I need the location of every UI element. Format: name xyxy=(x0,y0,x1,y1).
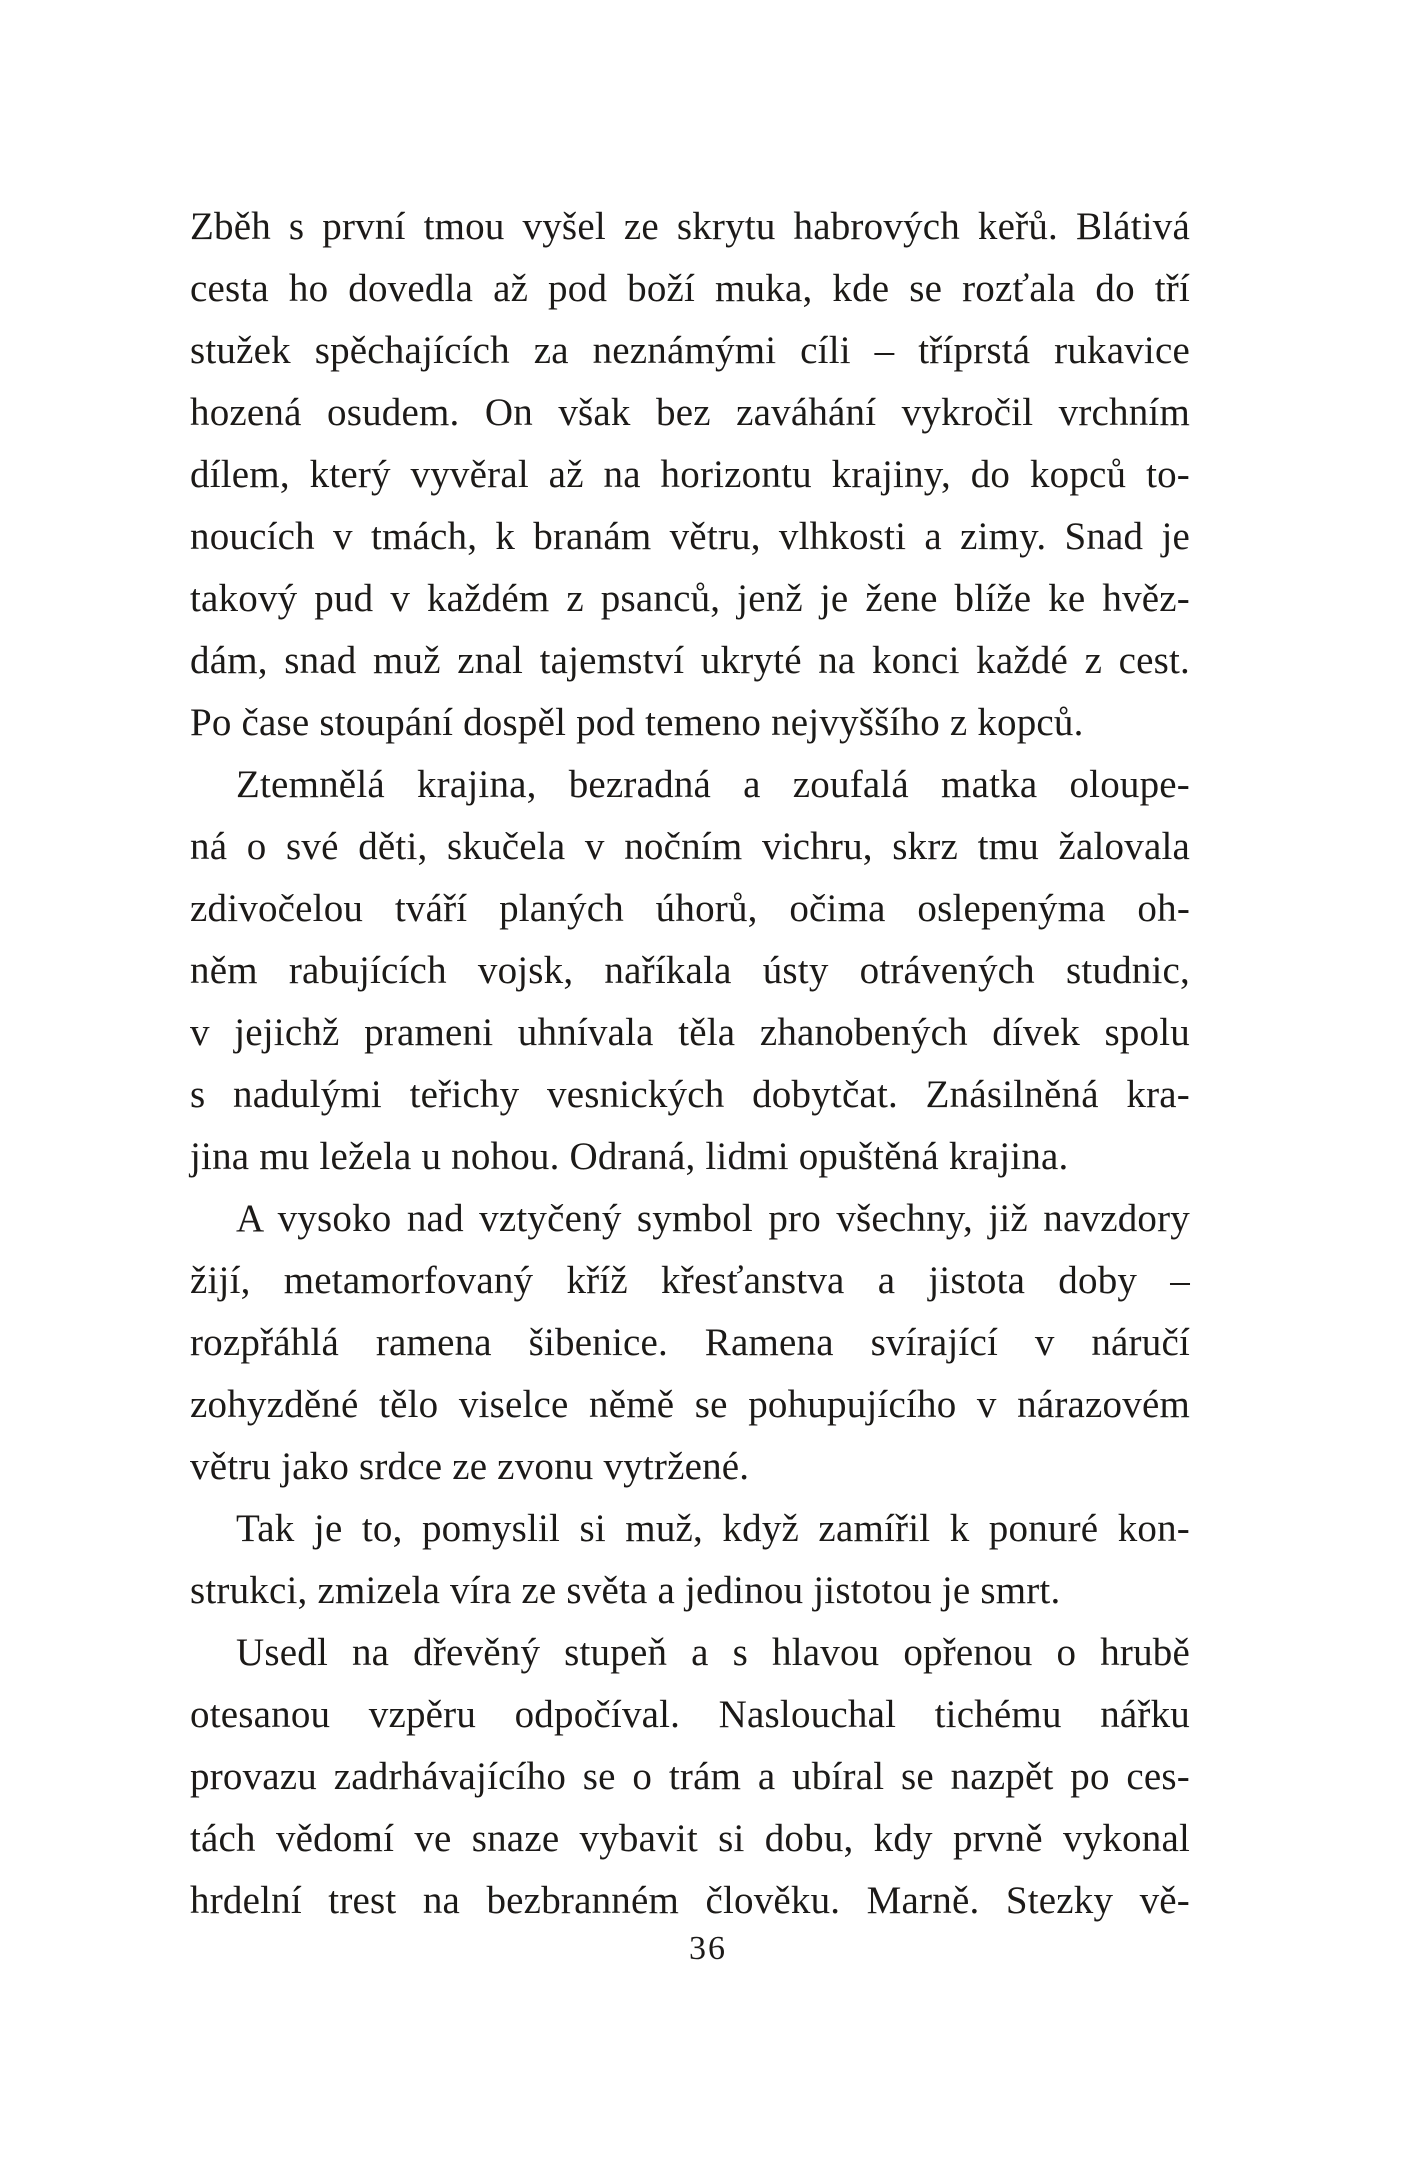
text-line: hrdelní trest na bezbranném člověku. Marně. Stezky vě- xyxy=(190,1879,1190,1922)
paragraph xyxy=(190,1498,1190,1622)
text-line: noucích v tmách, k branám větru, vlhkosti a zimy. Snad je xyxy=(190,515,1190,558)
text-line: tách vědomí ve snaze vybavit si dobu, kdy prvně vykonal xyxy=(190,1817,1190,1860)
text-line: zdivočelou tváří planých úhorů, očima oslepenýma oh- xyxy=(190,887,1190,930)
text-line: jina mu ležela u nohou. Odraná, lidmi opuštěná krajina. xyxy=(190,1135,1069,1178)
text-line: Usedl na dřevěný stupeň a s hlavou opřenou o hrubě xyxy=(236,1631,1190,1674)
text-line: Zběh s první tmou vyšel ze skrytu habrových keřů. Blátivá xyxy=(190,205,1190,248)
paragraph xyxy=(190,1188,1190,1498)
text-line: Ztemnělá krajina, bezradná a zoufalá matka oloupe- xyxy=(236,763,1190,806)
text-line: hozená osudem. On však bez zaváhání vykročil vrchním xyxy=(190,391,1190,434)
text-line: cesta ho dovedla až pod boží muka, kde se rozťala do tří xyxy=(190,267,1190,310)
text-block xyxy=(190,196,1190,1932)
text-line: provazu zadrhávajícího se o trám a ubíral se nazpět po ces- xyxy=(190,1755,1190,1798)
page-number: 36 xyxy=(689,1930,727,1967)
text-line: stužek spěchajících za neznámými cíli – tříprstá rukavice xyxy=(190,329,1190,372)
text-line: s nadulými teřichy vesnických dobytčat. Znásilněná kra- xyxy=(190,1073,1190,1116)
paragraph xyxy=(190,754,1190,1188)
text-line: zohyzděné tělo viselce němě se pohupujícího v nárazovém xyxy=(190,1383,1190,1426)
text-line: otesanou vzpěru odpočíval. Naslouchal tichému nářku xyxy=(190,1693,1190,1736)
paragraph xyxy=(190,196,1190,754)
text-line: strukci, zmizela víra ze světa a jedinou jistotou je smrt. xyxy=(190,1569,1061,1612)
paragraph xyxy=(190,1622,1190,1932)
text-line: Po čase stoupání dospěl pod temeno nejvyššího z kopců. xyxy=(190,701,1084,744)
text-line: dílem, který vyvěral až na horizontu krajiny, do kopců to- xyxy=(190,453,1190,496)
text-line: dám, snad muž znal tajemství ukryté na konci každé z cest. xyxy=(190,639,1190,682)
text-line: větru jako srdce ze zvonu vytržené. xyxy=(190,1445,750,1488)
text-line: ná o své děti, skučela v nočním vichru, skrz tmu žalovala xyxy=(190,825,1190,868)
text-line: něm rabujících vojsk, naříkala ústy otrávených studnic, xyxy=(190,949,1190,992)
text-line: takový pud v každém z psanců, jenž je žene blíže ke hvěz- xyxy=(190,577,1190,620)
text-line: A vysoko nad vztyčený symbol pro všechny, již navzdory xyxy=(236,1197,1190,1240)
text-line: Tak je to, pomyslil si muž, když zamířil k ponuré kon- xyxy=(236,1507,1190,1550)
text-line: v jejichž prameni uhnívala těla zhanobených dívek spolu xyxy=(190,1011,1190,1054)
text-line: žijí, metamorfovaný kříž křesťanstva a jistota doby – xyxy=(190,1259,1190,1302)
text-line: rozpřáhlá ramena šibenice. Ramena svírající v náručí xyxy=(190,1321,1190,1364)
